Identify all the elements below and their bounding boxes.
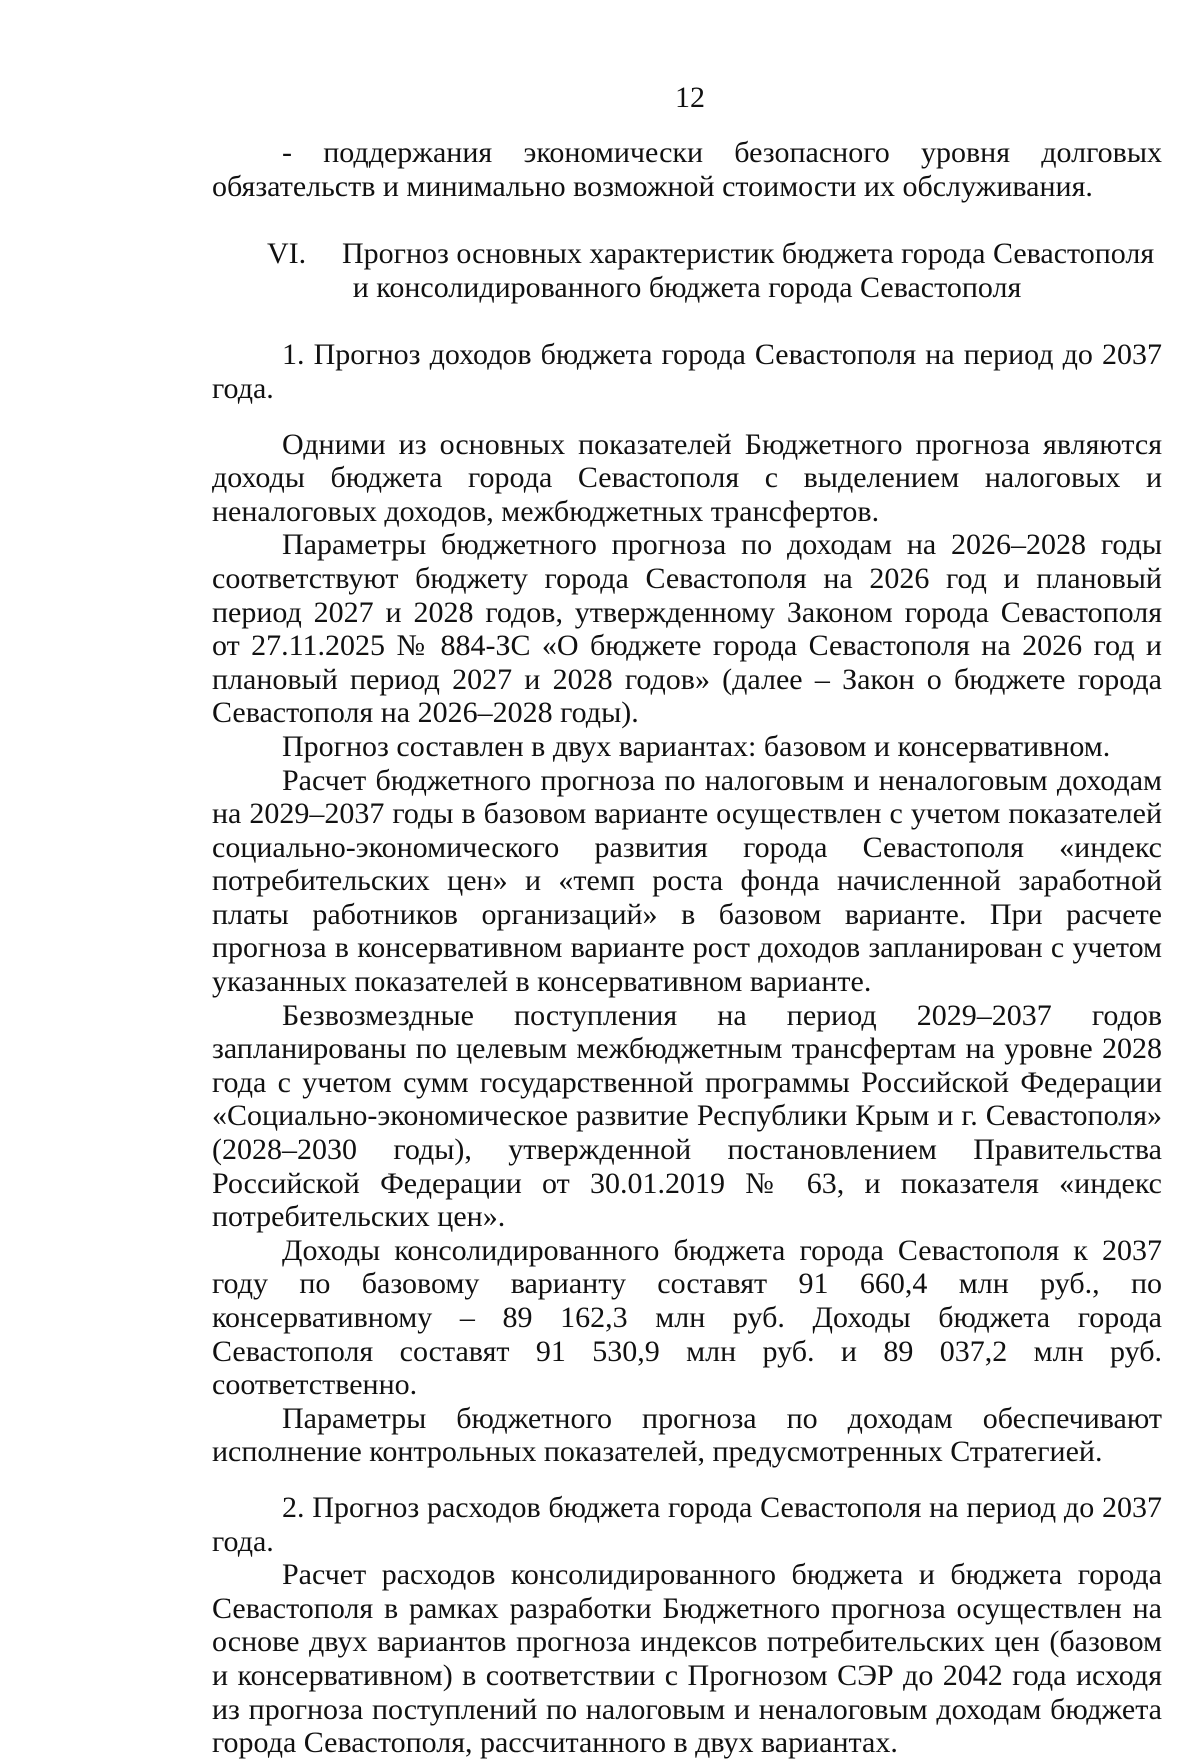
section-heading-line-1 <box>212 237 1162 271</box>
paragraph-tax-revenue-calculation: Расчет бюджетного прогноза по налоговым и неналоговым доходам на 2029–2037 годы в базовом варианте осуществлен с учетом показателей социально-экономического развития города Севастополя «индекс потребительских цен» и «темп роста фонда начисленной заработной платы работников организаций» в базовом варианте. При расчете прогноза в консервативном варианте рост доходов запланирован с учетом указанных показателей в консервативном варианте. <box>212 763 1162 999</box>
section-title-line-1: Прогноз основных характеристик бюджета города Севастополя <box>342 237 1155 271</box>
section-heading <box>212 237 1162 304</box>
paragraph-gratuitous-receipts: Безвозмездные поступления на период 2029–2037 годов запланированы по целевым межбюджетным трансфертам на уровне 2028 года с учетом сумм государственной программы Российской Федерации «Социально-экономическое развитие Республики Крым и г. Севастополя» (2028–2030 годы), утвержденной постановлением Правительства Российской Федерации от 30.01.2019 № 63, и показателя «индекс потребительских цен». <box>212 998 1162 1234</box>
paragraph-revenue-forecast-heading: 1. Прогноз доходов бюджета города Севастополя на период до 2037 года. <box>212 338 1162 405</box>
paragraph-two-variants: Прогноз составлен в двух вариантах: базовом и консервативном. <box>282 729 1111 763</box>
page-number: 12 <box>675 81 705 114</box>
intro-paragraph: - поддержания экономически безопасного уровня долговых обязательств и минимально возможной стоимости их обслуживания. <box>212 136 1162 203</box>
section-number: VI. <box>267 237 307 271</box>
paragraph-consolidated-revenue: Доходы консолидированного бюджета города Севастополя к 2037 году по базовому варианту составят 91 660,4 млн руб., по консервативному – 89 162,3 млн руб. Доходы бюджета города Севастополя составят 91 530,9 млн руб. и 89 037,2 млн руб. соответственно. <box>212 1233 1162 1402</box>
section-title-line-2: и консолидированного бюджета города Севастополя <box>352 270 1022 304</box>
document-body <box>212 136 1162 1760</box>
paragraph-forecast-parameters: Параметры бюджетного прогноза по доходам на 2026–2028 годы соответствуют бюджету города Севастополя на 2026 год и плановый период 2027 и 2028 годов, утвержденному Законом города Севастополя от 27.11.2025 № 884-ЗС «О бюджете города Севастополя на 2026 год и плановый период 2027 и 2028 годов» (далее – Закон о бюджете города Севастополя на 2026–2028 годы). <box>212 528 1162 730</box>
paragraph-control-indicators: Параметры бюджетного прогноза по доходам обеспечивают исполнение контрольных показателей, предусмотренных Стратегией. <box>212 1401 1162 1469</box>
paragraph-expenditure-calculation: Расчет расходов консолидированного бюджета и бюджета города Севастополя в рамках разработки Бюджетного прогноза осуществлен на основе двух вариантов прогноза индексов потребительских цен (базовом и консервативном) в соответствии с Прогнозом СЭР до 2042 года исходя из прогноза поступлений по налоговым и неналоговым доходам бюджета города Севастополя, рассчитанного в двух вариантах. <box>212 1558 1162 1760</box>
paragraph-expenditure-forecast-heading: 2. Прогноз расходов бюджета города Севастополя на период до 2037 года. <box>212 1490 1162 1558</box>
paragraph-main-indicators: Одними из основных показателей Бюджетного прогноза являются доходы бюджета города Севастополя с выделением налоговых и неналоговых доходов, межбюджетных трансфертов. <box>212 427 1162 528</box>
